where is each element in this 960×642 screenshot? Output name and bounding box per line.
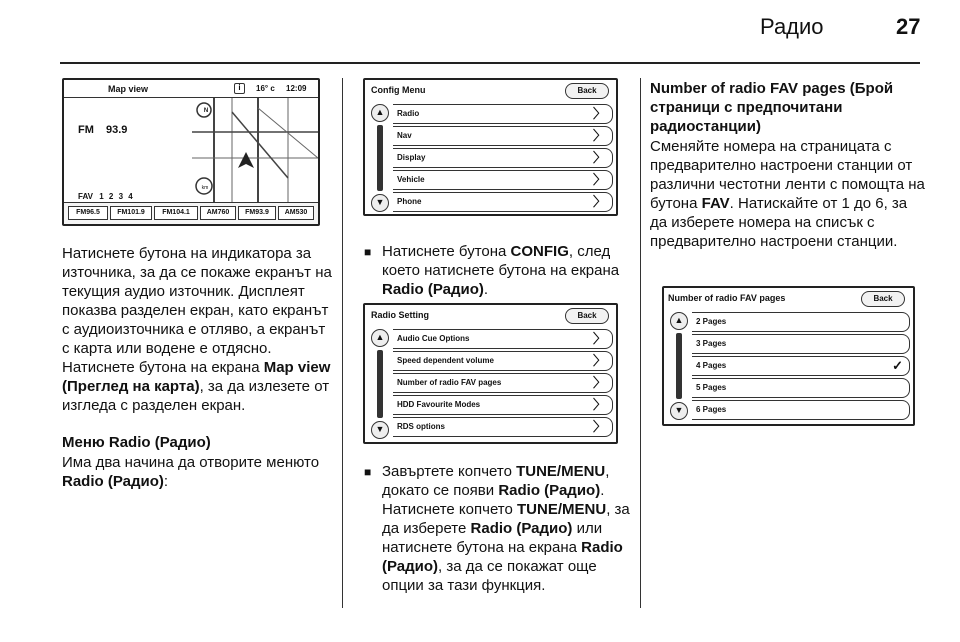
page-number: 27 bbox=[896, 14, 921, 39]
page-header-title: Радио bbox=[760, 14, 824, 39]
back-button[interactable]: Back bbox=[565, 83, 609, 99]
text: , след което натиснете бутона на екрана bbox=[382, 243, 620, 279]
radio-term: Radio (Радио) bbox=[382, 539, 623, 575]
menu-item-label: Display bbox=[397, 153, 426, 162]
radio-term: Radio (Радио) bbox=[498, 482, 601, 499]
bullet-icon: ■ bbox=[364, 245, 372, 259]
bullet-icon: ■ bbox=[364, 465, 372, 479]
menu-item-label: 2 Pages bbox=[696, 317, 727, 326]
chevron-right-icon: 〉 bbox=[592, 397, 606, 412]
menu-item-label: Nav bbox=[397, 131, 412, 140]
menu-item[interactable] bbox=[692, 356, 910, 376]
menu-item-label: HDD Favourite Modes bbox=[397, 400, 481, 409]
compass-icon[interactable]: N bbox=[203, 108, 209, 114]
text: , за да се покажат още опции за тази функция. bbox=[382, 558, 597, 594]
frequency-label: 93.9 bbox=[106, 124, 128, 136]
screen-title: Number of radio FAV pages bbox=[668, 293, 786, 303]
preset-button[interactable]: FM101.9 bbox=[110, 206, 152, 220]
menu-item-label: 4 Pages bbox=[696, 361, 727, 370]
text: или натиснете бутона на екрана bbox=[382, 520, 603, 556]
text: , докато се появи bbox=[382, 463, 610, 499]
text: , за да изберете bbox=[382, 501, 630, 537]
fav-label: FAV bbox=[78, 192, 93, 201]
bullet-tune-menu bbox=[382, 462, 632, 595]
menu-item-label: 3 Pages bbox=[696, 339, 727, 348]
scroll-control[interactable] bbox=[668, 312, 690, 420]
menu-item[interactable] bbox=[692, 378, 910, 398]
screen-title: Config Menu bbox=[371, 85, 426, 95]
preset-button[interactable]: AM530 bbox=[278, 206, 314, 220]
menu-item[interactable] bbox=[393, 192, 613, 212]
scroll-down-icon[interactable]: ▼ bbox=[670, 402, 688, 420]
preset-button[interactable]: FM96.5 bbox=[68, 206, 108, 220]
chevron-right-icon: 〉 bbox=[592, 353, 606, 368]
text: Сменяйте номера на страницата с предварително настроени станции от различни честотни ленти с помощта на бутона bbox=[650, 138, 925, 212]
menu-item[interactable] bbox=[393, 104, 613, 124]
chevron-right-icon: 〉 bbox=[592, 331, 606, 346]
fav-page: 3 bbox=[118, 192, 124, 201]
menu-item[interactable] bbox=[393, 126, 613, 146]
fav-page: 4 bbox=[128, 192, 133, 201]
scroll-up-icon[interactable]: ▲ bbox=[371, 329, 389, 347]
chevron-right-icon: 〉 bbox=[592, 106, 606, 121]
menu-item[interactable] bbox=[692, 334, 910, 354]
radio-term: Radio (Радио) bbox=[470, 520, 573, 537]
radio-setting-screen bbox=[363, 303, 618, 444]
fav-pages-screen bbox=[662, 286, 915, 426]
scrollbar[interactable] bbox=[377, 350, 383, 418]
scroll-down-icon[interactable]: ▼ bbox=[371, 194, 389, 212]
menu-item[interactable] bbox=[692, 312, 910, 332]
fav-page: 2 bbox=[108, 192, 114, 201]
menu-item-label: Radio bbox=[397, 109, 420, 118]
menu-item-label: 6 Pages bbox=[696, 405, 727, 414]
section-heading-fav-pages: Number of radio FAV pages (Брой страници с предпочитани радиостанции) bbox=[650, 80, 894, 135]
section-heading-radio-menu: Меню Radio (Радио) bbox=[62, 434, 211, 451]
menu-item-label: RDS options bbox=[397, 422, 445, 431]
chevron-right-icon: 〉 bbox=[592, 375, 606, 390]
screen-title: Radio Setting bbox=[371, 310, 429, 320]
scroll-control[interactable] bbox=[369, 329, 391, 439]
clock: 12:09 bbox=[286, 84, 307, 93]
scroll-up-icon[interactable]: ▲ bbox=[670, 312, 688, 330]
menu-item-label: 5 Pages bbox=[696, 383, 727, 392]
screen-title: Map view bbox=[108, 84, 149, 94]
menu-item-label: Speed dependent volume bbox=[397, 356, 494, 365]
text: . bbox=[483, 281, 489, 298]
chevron-right-icon: 〉 bbox=[592, 419, 606, 434]
scrollbar[interactable] bbox=[377, 125, 383, 191]
text: Натиснете бутона bbox=[382, 243, 507, 260]
fav-indicator[interactable] bbox=[78, 192, 133, 201]
menu-item-label: Audio Cue Options bbox=[397, 334, 470, 343]
menu-item[interactable] bbox=[692, 400, 910, 420]
column-divider bbox=[342, 78, 343, 608]
chevron-right-icon: 〉 bbox=[592, 128, 606, 143]
band-label: FM bbox=[78, 124, 94, 136]
map-view-term: Map view (Преглед на карта) bbox=[62, 359, 331, 395]
back-button[interactable]: Back bbox=[861, 291, 905, 307]
menu-item-label: Vehicle bbox=[397, 175, 425, 184]
scroll-down-icon[interactable]: ▼ bbox=[371, 421, 389, 439]
radio-term: Radio (Радио) bbox=[62, 473, 164, 490]
paragraph-open-menu bbox=[62, 453, 332, 491]
menu-item[interactable] bbox=[393, 417, 613, 437]
paragraph-source-button bbox=[62, 244, 332, 415]
text: Натиснете бутона на индикатора за източника, за да се покаже екранът на текущия аудио източник. Дисплеят показва разделен екран, като екранът с аудиоизточника е отляво, а екранът с карта или водене е отдясно. Натиснете бутона на екрана bbox=[62, 245, 332, 376]
preset-button[interactable]: AM760 bbox=[200, 206, 236, 220]
radio-term: Radio (Радио) bbox=[382, 281, 484, 298]
map-view-screen bbox=[62, 78, 320, 226]
text: . Натиснете копчето bbox=[382, 482, 605, 518]
config-menu-screen bbox=[363, 78, 618, 216]
vehicle-position-icon bbox=[238, 152, 254, 168]
fav-term: FAV bbox=[701, 195, 730, 212]
zoom-scale-icon[interactable]: km bbox=[201, 185, 209, 191]
preset-button[interactable]: FM93.9 bbox=[238, 206, 276, 220]
menu-item[interactable] bbox=[393, 395, 613, 415]
text: Има два начина да отворите менюто bbox=[62, 454, 320, 471]
header-divider bbox=[60, 62, 920, 64]
text: Завъртете копчето bbox=[382, 463, 512, 480]
text: . Натискайте от 1 до 6, за да изберете номера на списък с предварително настроени станции. bbox=[650, 195, 908, 250]
paragraph-fav-pages bbox=[650, 137, 925, 251]
scrollbar[interactable] bbox=[676, 333, 682, 399]
checkmark-icon: ✓ bbox=[892, 358, 903, 373]
menu-item-label: Number of radio FAV pages bbox=[397, 378, 502, 387]
temperature: 16° c bbox=[256, 84, 275, 93]
menu-item-label: Phone bbox=[397, 197, 422, 206]
tune-menu-term: TUNE/MENU bbox=[517, 501, 607, 518]
fav-page: 1 bbox=[99, 192, 104, 201]
scroll-control[interactable] bbox=[369, 104, 391, 212]
column-divider bbox=[640, 78, 641, 608]
text: : bbox=[163, 473, 169, 490]
bullet-config bbox=[382, 242, 632, 299]
chevron-right-icon: 〉 bbox=[592, 194, 606, 209]
menu-item[interactable] bbox=[393, 351, 613, 371]
scroll-up-icon[interactable]: ▲ bbox=[371, 104, 389, 122]
menu-item[interactable] bbox=[393, 148, 613, 168]
info-icon[interactable]: i bbox=[234, 83, 245, 94]
config-term: CONFIG bbox=[510, 243, 569, 260]
tune-menu-term: TUNE/MENU bbox=[516, 463, 606, 480]
back-button[interactable]: Back bbox=[565, 308, 609, 324]
text: , за да излезете от изгледа с разделен екран. bbox=[62, 378, 330, 414]
preset-button[interactable]: FM104.1 bbox=[154, 206, 198, 220]
menu-item[interactable] bbox=[393, 373, 613, 393]
chevron-right-icon: 〉 bbox=[592, 172, 606, 187]
menu-item[interactable] bbox=[393, 170, 613, 190]
menu-item[interactable] bbox=[393, 329, 613, 349]
chevron-right-icon: 〉 bbox=[592, 150, 606, 165]
